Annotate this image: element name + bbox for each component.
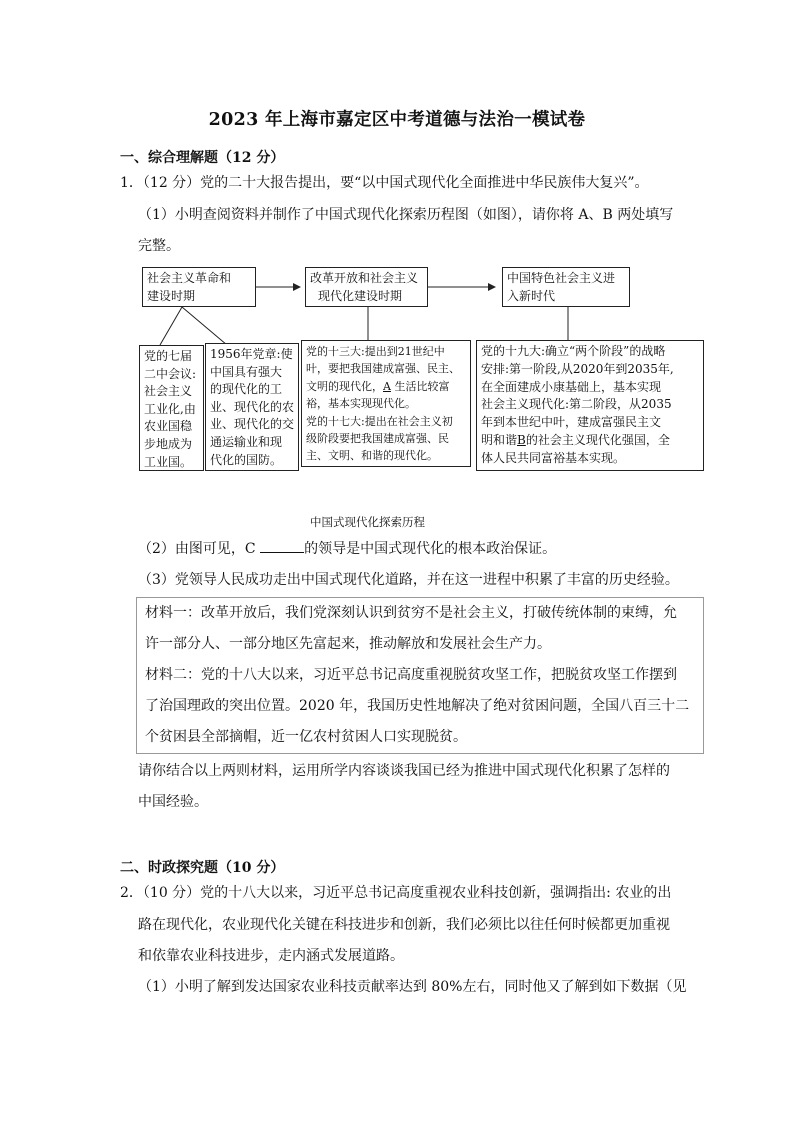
detail-box-1-text: 党的七届 二中会议: 社会主义 工业化,由 农业国稳 步地成为 工业国。 xyxy=(144,349,197,469)
detail-box-2 xyxy=(205,343,299,471)
section-heading-2: 二、时政探究题（10 分） xyxy=(120,860,285,876)
period-box-2-line2: 现代化建设时期 xyxy=(318,288,403,303)
period-box-3 xyxy=(502,267,630,307)
section-heading-1: 一、综合理解题（12 分） xyxy=(120,150,285,166)
blank-C xyxy=(260,540,304,553)
detail-box-3 xyxy=(301,340,471,467)
material-2-line1: 材料二：党的十八大以来，习近平总书记高度重视脱贫攻坚工作，把脱贫攻坚工作摆到 xyxy=(145,667,677,683)
q2-line3: 和依靠农业科技进步，走内涵式发展道路。 xyxy=(138,948,404,964)
q2-line4: （1）小明了解到发达国家农业科技贡献率达到 80%左右，同时他又了解到如下数据（见 xyxy=(138,979,687,995)
material-2-line3: 个贫困县全部摘帽，近一亿农村贫困人口实现脱贫。 xyxy=(145,729,467,745)
blank-B: B xyxy=(517,432,526,447)
q1-sub1-line1: （1）小明查阅资料并制作了中国式现代化探索历程图（如图），请你将 A、B 两处填写 xyxy=(138,207,674,223)
period-box-3-line1: 中国特色社会主义进 xyxy=(507,271,616,285)
period-box-2 xyxy=(305,267,428,307)
detail-box-4-text: 党的十九大:确立“两个阶段”的战略 安排:第一阶段,从2020年到2035年, 在全面建成小康基础上，基本实现 社会主义现代化:第二阶段，从2035 年到本世纪中叶，建成富强民主文 明和谐B的社会主义现代化强国，全 体人民共同富裕基本实现。 xyxy=(481,344,674,465)
period-box-1-line1: 社会主义革命和 xyxy=(147,271,232,285)
detail-box-1 xyxy=(139,345,204,471)
detail-box-2-text: 1956年党章:使 中国具有强大 的现代化的工 业、现代化的农 业、现代化的交 通运输业和现 代化的国防。 xyxy=(210,347,295,467)
connector-1b xyxy=(182,307,227,345)
diagram-caption: 中国式现代化探索历程 xyxy=(310,515,425,529)
period-box-3-line2: 入新时代 xyxy=(507,288,556,303)
period-box-1-line2: 建设时期 xyxy=(147,288,196,303)
page-title: 2023 年上海市嘉定区中考道德与法治一模试卷 xyxy=(208,110,586,130)
material-2-line2: 了治国理政的突出位置。2020 年，我国历史性地解决了绝对贫困问题，全国八百三十二 xyxy=(145,698,690,714)
detail-box-4 xyxy=(476,340,704,471)
q1-ask-line1: 请你结合以上两则材料，运用所学内容谈谈我国已经为推进中国式现代化积累了怎样的 xyxy=(138,763,670,779)
material-1-line2: 许一部分人、一部分地区先富起来，推动解放和发展社会生产力。 xyxy=(145,636,551,652)
period-box-2-line1: 改革开放和社会主义 xyxy=(310,271,419,285)
q2-line2: 路在现代化，农业现代化关键在科技进步和创新，我们必须比以往任何时候都更加重视 xyxy=(138,917,670,933)
q1-stem: 1．（12 分）党的二十大报告提出，要“以中国式现代化全面推进中华民族伟大复兴”。 xyxy=(120,175,649,191)
connector-1a xyxy=(160,307,182,345)
period-box-1 xyxy=(142,267,256,307)
material-1-line1: 材料一：改革开放后，我们党深刻认识到贫穷不是社会主义，打破传统体制的束缚，允 xyxy=(145,605,677,621)
blank-A: A xyxy=(383,379,391,393)
q1-ask-line2: 中国经验。 xyxy=(138,794,208,810)
materials-box xyxy=(136,597,704,754)
detail-box-3-text: 党的十三大:提出到21世纪中 叶，要把我国建成富强、民主、 文明的现代化，A 生活比较富 裕，基本实现现代化。 党的十七大:提出在社会主义初 级阶段要把我国建成富强、民 主、文明、和谐的现代化。 xyxy=(306,345,460,463)
q1-sub3: （3）党领导人民成功走出中国式现代化道路，并在这一进程中积累了丰富的历史经验。 xyxy=(138,572,679,588)
q1-sub1-line2: 完整。 xyxy=(138,238,180,254)
q1-sub2: （2）由图可见，C 的领导是中国式现代化的根本政治保证。 xyxy=(138,541,557,557)
q2-line1: 2．（10 分）党的十八大以来，习近平总书记高度重视农业科技创新，强调指出: 农业的出 xyxy=(120,885,672,901)
